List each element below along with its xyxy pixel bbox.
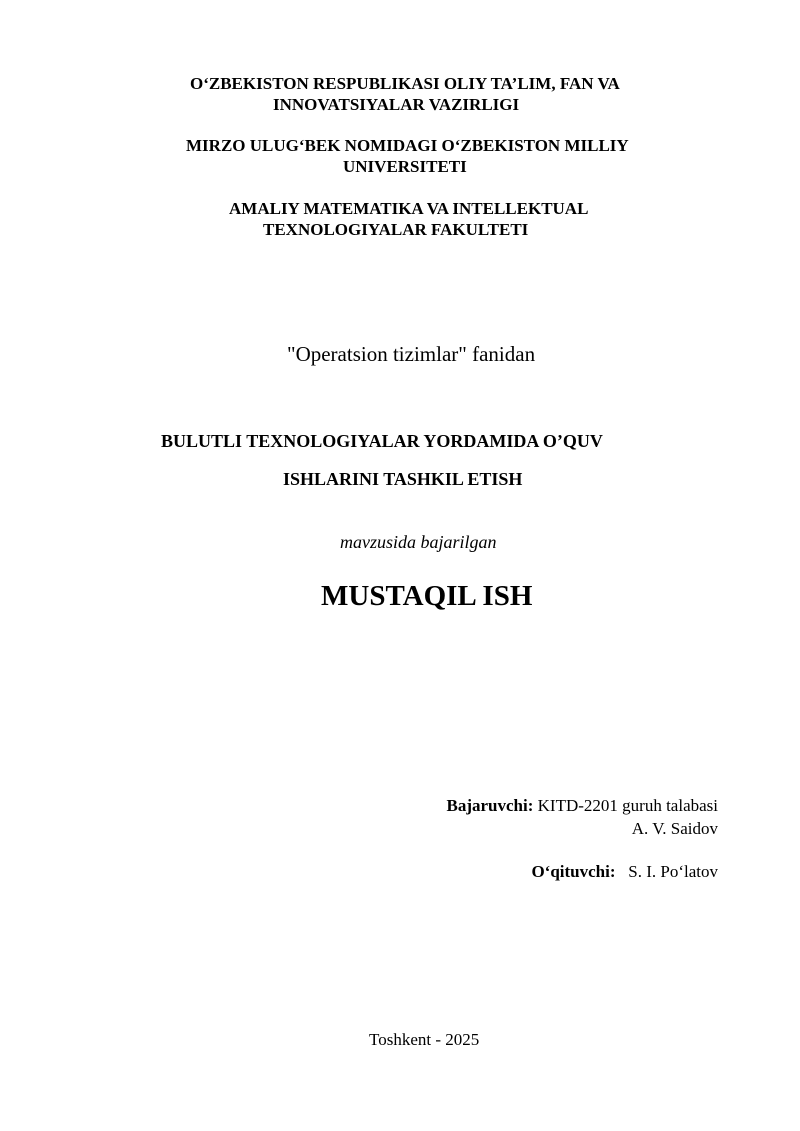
performer-group: KITD-2201 guruh talabasi <box>537 796 718 815</box>
topic-caption: mavzusida bajarilgan <box>340 532 497 552</box>
ministry-line-2: INNOVATSIYALAR VAZIRLIGI <box>273 95 520 114</box>
performer-label: Bajaruvchi: <box>446 796 534 815</box>
performer-name: A. V. Saidov <box>631 819 718 838</box>
work-type-title: MUSTAQIL ISH <box>321 580 533 612</box>
teacher-line <box>531 862 718 882</box>
footer-city-year: Toshkent - 2025 <box>369 1030 480 1049</box>
university-line-2: UNIVERSITETI <box>343 157 467 176</box>
performer-line <box>447 796 718 816</box>
teacher-name: S. I. Po‘latov <box>628 862 718 881</box>
university-line-1: MIRZO ULUG‘BEK NOMIDAGI O‘ZBEKISTON MILLIY <box>186 136 629 155</box>
faculty-line-2: TEXNOLOGIYALAR FAKULTETI <box>263 220 529 239</box>
teacher-label: O‘qituvchi: <box>531 862 616 881</box>
subject-title: "Operatsion tizimlar" fanidan <box>287 342 536 366</box>
topic-line-2: ISHLARINI TASHKIL ETISH <box>283 469 523 489</box>
ministry-line-1: O‘ZBEKISTON RESPUBLIKASI OLIY TA’LIM, FAN VA <box>190 74 620 93</box>
faculty-line-1: AMALIY MATEMATIKA VA INTELLEKTUAL <box>229 199 589 218</box>
topic-line-1: BULUTLI TEXNOLOGIYALAR YORDAMIDA O’QUV <box>161 431 603 451</box>
